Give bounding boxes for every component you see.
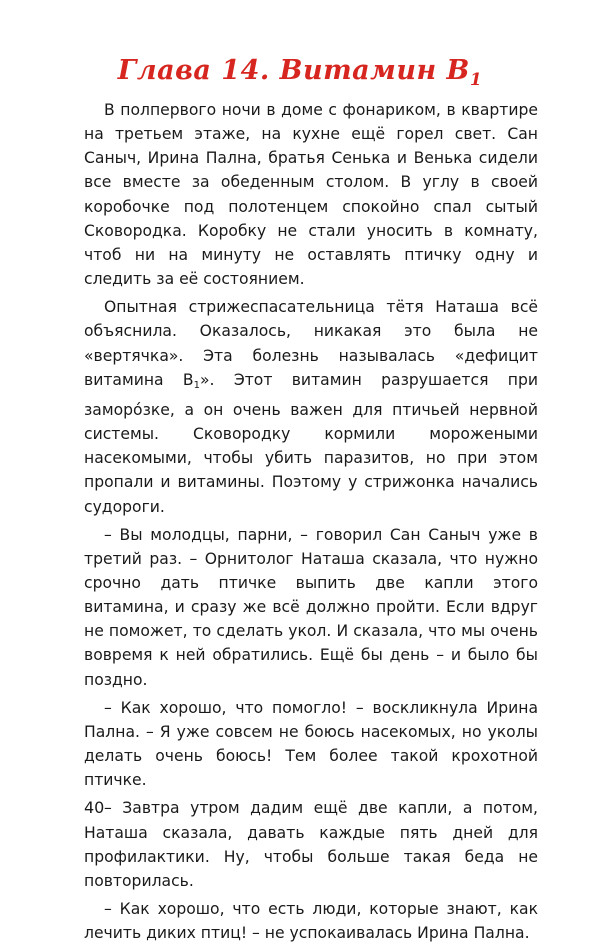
vitamin-subscript: 1 [193,379,201,391]
chapter-title-subscript: 1 [469,70,483,90]
paragraph-text: Опытная стрижеспасательница тётя Наташа всё объяснила. Оказалось, никакая это была не «вертячка». Эта болезнь называлась «дефицит витамина В [84,298,538,389]
page-number: 40 [84,798,105,817]
paragraph: – Вы молодцы, парни, – говорил Сан Саныч уже в третий раз. – Орнитолог Наташа сказала, что нужно срочно дать птичке выпить две капли этого витамина, и сразу же всё должно пройти. Если вдруг не поможет, то сделать укол. И сказала, что мы очень вовремя к ней обратились. Ещё бы день – и было бы поздно. [84,525,538,689]
chapter-body [84,98,538,945]
paragraph: – Как хорошо, что есть люди, которые знают, как лечить диких птиц! – не успокаивалась Ирина Пална. [84,900,538,943]
paragraph: В полпервого ночи в доме с фонариком, в квартире на третьем этаже, на кухне ещё горел свет. Сан Саныч, Ирина Пална, братья Сенька и Венька сидели все вместе за обеденным столом. В углу в своей коробочке под полотенцем спокойно спал сытый Сковородка. Коробку не стали уносить в комнату, чтоб ни на минуту не оставлять птичку одну и следить за её состоянием. [84,101,538,289]
paragraph-text: ». Этот витамин разрушается при заморо́зке, а он очень важен для птичьей нервной системы. Сковородку кормили морожеными насекомыми, чтобы убить паразитов, но при этом пропали и витамины. Поэтому у стрижонка начались судороги. [84,370,538,516]
paragraph: – Как хорошо, что помогло! – воскликнула Ирина Пална. – Я уже совсем не боюсь насекомых, но уколы делать очень боюсь! Тем более такой крохотной птичке. [84,698,538,790]
paragraph: – Завтра утром дадим ещё две капли, а потом, Наташа сказала, давать каждые пять дней для профилактики. Ну, чтобы больше такая беда не повторилась. [84,799,538,890]
chapter-title [0,54,600,91]
chapter-title-text: Глава 14. Витамин В [117,55,470,86]
paragraph [84,295,538,518]
